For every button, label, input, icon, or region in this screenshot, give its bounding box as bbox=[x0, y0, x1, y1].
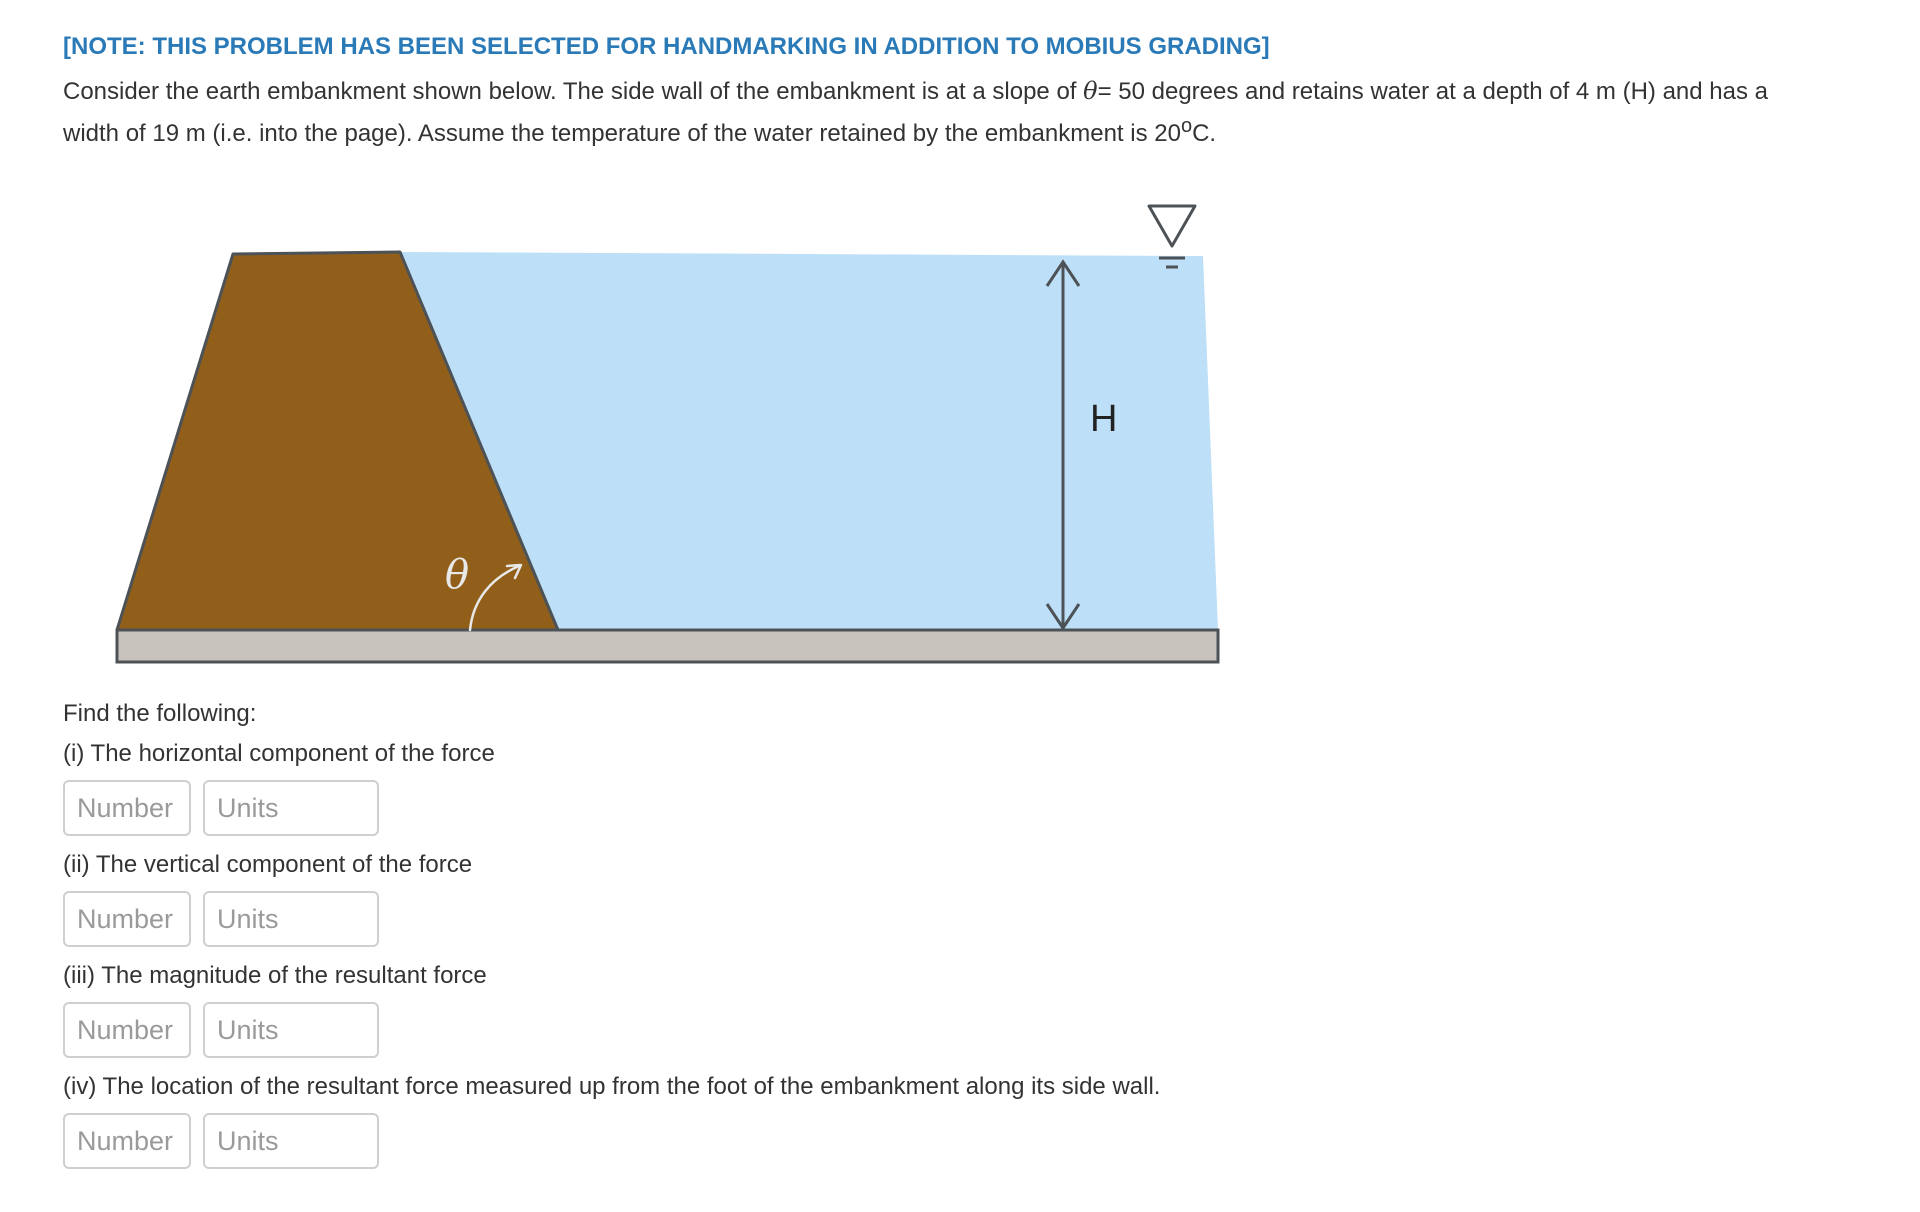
height-label: H bbox=[1090, 398, 1118, 440]
find-heading: Find the following: bbox=[63, 700, 257, 727]
angle-label: θ bbox=[445, 552, 470, 598]
handmarking-note: [NOTE: THIS PROBLEM HAS BEEN SELECTED FOR HANDMARKING IN ADDITION TO MOBIUS GRADING] bbox=[63, 33, 1270, 60]
q3-units-input[interactable] bbox=[203, 1002, 379, 1058]
problem-statement bbox=[63, 74, 1783, 151]
q4-number-input[interactable] bbox=[63, 1113, 191, 1169]
q2-number-input[interactable] bbox=[63, 891, 191, 947]
answer-row-1 bbox=[63, 780, 495, 836]
q2-units-input[interactable] bbox=[203, 891, 379, 947]
question-4 bbox=[63, 1073, 1160, 1169]
q4-units-input[interactable] bbox=[203, 1113, 379, 1169]
question-3-label: (iii) The magnitude of the resultant force bbox=[63, 962, 487, 989]
ground-base bbox=[117, 630, 1218, 662]
prompt-text-2: = 50 degrees and retains water at a depth of 4 m (H) and has a width of 19 m (i.e. into the page). Assume the temperature of the water retained by the embankment is 20 bbox=[63, 78, 1768, 147]
question-4-label: (iv) The location of the resultant force measured up from the foot of the embankment along its side wall. bbox=[63, 1073, 1161, 1100]
theta-symbol: θ bbox=[1083, 77, 1098, 105]
answer-row-4 bbox=[63, 1113, 1160, 1169]
answer-row-2 bbox=[63, 891, 472, 947]
question-2-label: (ii) The vertical component of the force bbox=[63, 851, 473, 878]
q3-number-input[interactable] bbox=[63, 1002, 191, 1058]
embankment-diagram bbox=[63, 170, 1243, 700]
free-surface-triangle-icon bbox=[1149, 206, 1195, 246]
q1-units-input[interactable] bbox=[203, 780, 379, 836]
answer-row-3 bbox=[63, 1002, 487, 1058]
question-1 bbox=[63, 740, 495, 836]
prompt-text-1: Consider the earth embankment shown below. The side wall of the embankment is at a slope of bbox=[63, 78, 1084, 105]
question-1-label: (i) The horizontal component of the force bbox=[63, 740, 495, 767]
question-2 bbox=[63, 851, 472, 947]
question-3 bbox=[63, 962, 487, 1058]
q1-number-input[interactable] bbox=[63, 780, 191, 836]
prompt-text-3: C. bbox=[1192, 120, 1217, 147]
degree-superscript: o bbox=[1180, 115, 1193, 137]
